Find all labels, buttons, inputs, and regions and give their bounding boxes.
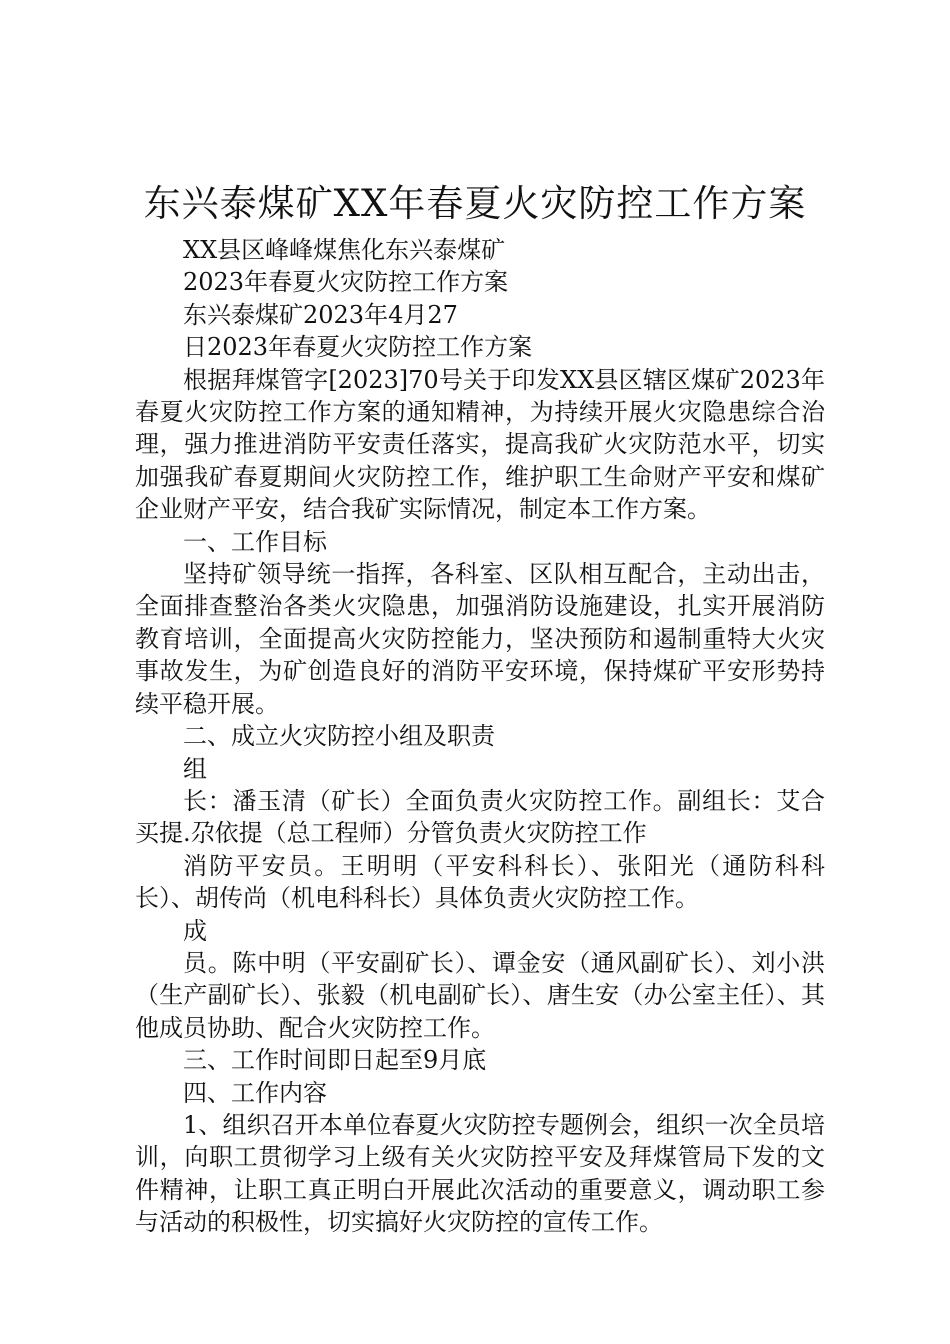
- paragraph-group-leader: 长：潘玉清（矿长）全面负责火灾防控工作。副组长：艾合买提.尕依提（总工程师）分管负责火灾防控工作: [135, 786, 825, 848]
- paragraph-basis: 根据拜煤管字[2023]70号关于印发XX县区辖区煤矿2023年春夏火灾防控工作方案的通知精神，为持续开展火灾隐患综合治理，强力推进消防平安责任落实，提高我矿火灾防范水平，切实加强我矿春夏期间火灾防控工作，维护职工生命财产平安和煤矿企业财产平安，结合我矿实际情况，制定本工作方案。: [135, 365, 825, 524]
- section-heading-goals: 一、工作目标: [183, 527, 327, 556]
- paragraph-date-plan: 日2023年春夏火灾防控工作方案: [183, 333, 533, 362]
- paragraph-group-label: 组: [183, 754, 207, 783]
- paragraph-members: 员。陈中明（平安副矿长）、谭金安（通风副矿长）、刘小洪（生产副矿长）、张毅（机电副矿长）、唐生安（办公室主任）、其他成员协助、配合火灾防控工作。: [135, 948, 825, 1042]
- paragraph-county-mine: XX县区峰峰煤焦化东兴泰煤矿: [183, 236, 506, 264]
- paragraph-date-line: 东兴泰煤矿2023年4月27: [183, 300, 458, 329]
- paragraph-goals: 坚持矿领导统一指挥，各科室、区队相互配合，主动出击，全面排查整治各类火灾隐患，加强消防设施建设，扎实开展消防教育培训，全面提高火灾防控能力，坚决预防和遏制重特大火灾事故发生，为矿创造良好的消防平安环境，保持煤矿平安形势持续平稳开展。: [135, 560, 825, 718]
- paragraph-content-item-1: 1、组织召开本单位春夏火灾防控专题例会，组织一次全员培训，向职工贯彻学习上级有关火灾防控平安及拜煤管局下发的文件精神，让职工真正明白开展此次活动的重要意义，调动职工参与活动的积极性，切实搞好火灾防控的宣传工作。: [135, 1110, 825, 1237]
- section-heading-time: 三、工作时间即日起至9月底: [183, 1046, 487, 1075]
- paragraph-members-label: 成: [183, 916, 207, 945]
- paragraph-plan-name: 2023年春夏火灾防控工作方案: [183, 268, 509, 297]
- section-heading-group: 二、成立火灾防控小组及职责: [183, 722, 495, 751]
- document-title: 东兴泰煤矿XX年春夏火灾防控工作方案: [143, 182, 807, 225]
- section-heading-content: 四、工作内容: [183, 1078, 327, 1107]
- document-body: [135, 234, 825, 1239]
- paragraph-safety-officers: 消防平安员。王明明（平安科科长）、张阳光（通防科科长）、胡传尚（机电科科长）具体负责火灾防控工作。: [135, 851, 825, 913]
